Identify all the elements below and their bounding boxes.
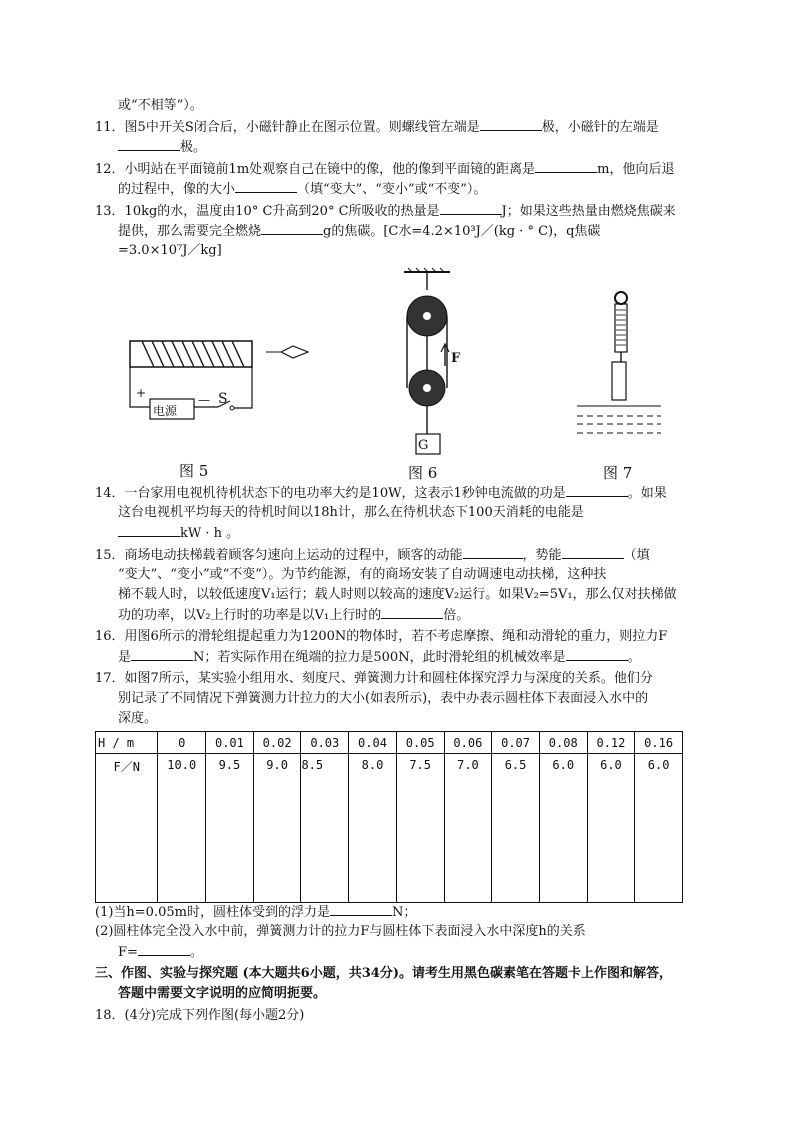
question-17-sub2: (2)圆柱体完全没入水中前，弹簧测力计的拉力F与圆柱体下表面浸入水中深度h的关系 bbox=[95, 924, 586, 939]
question-17: 17．如图7所示，某实验小组用水、刻度尺、弹簧测力计和圆柱体探究浮力与深度的关系。他们分 bbox=[95, 671, 653, 686]
question-14-cont2: kW · h 。 bbox=[118, 524, 239, 543]
question-11: 11．图5中开关S闭合后，小磁针静止在图示位置。则螺线管左端是 极，小磁针的左端是 bbox=[95, 120, 659, 135]
question-13: 13．10kg的水，温度由10° C升高到20° C所吸收的热量是 J；如果这些热量由燃烧焦碳来 bbox=[95, 204, 676, 219]
table-cell: 0.03 bbox=[301, 732, 349, 754]
question-12-cont: 的过程中，像的大小 （填“变大”、“变小”或“不变”）。 bbox=[118, 182, 487, 197]
figure-6-caption: 图 6 bbox=[408, 464, 438, 482]
question-17-cont2: 深度。 bbox=[118, 711, 158, 726]
figure-7-caption: 图 7 bbox=[603, 464, 633, 482]
answer-blank[interactable] bbox=[535, 160, 597, 173]
switch-label: S bbox=[218, 391, 228, 407]
data-table bbox=[95, 731, 683, 903]
table-cell: 0.05 bbox=[396, 732, 444, 754]
table-cell: 9.5 bbox=[206, 754, 254, 903]
table-cell: 8.0 bbox=[349, 754, 397, 903]
answer-blank[interactable] bbox=[381, 606, 443, 619]
table-cell: 9.0 bbox=[253, 754, 301, 903]
weight-label: G bbox=[418, 438, 429, 453]
table-cell: 0 bbox=[158, 732, 206, 754]
table-cell: 10.0 bbox=[158, 754, 206, 903]
table-row-h bbox=[96, 732, 683, 754]
answer-blank[interactable] bbox=[131, 648, 193, 661]
figure-5-caption: 图 5 bbox=[179, 462, 209, 480]
question-17-sub2-cont: F= 。 bbox=[118, 945, 203, 960]
question-13-cont2: =3.0×10⁷J／kg] bbox=[118, 243, 222, 258]
table-cell: 7.5 bbox=[396, 754, 444, 903]
table-cell: 0.04 bbox=[349, 732, 397, 754]
plus-sign: + bbox=[136, 386, 147, 400]
answer-blank[interactable] bbox=[480, 118, 542, 131]
table-cell: 6.0 bbox=[539, 754, 587, 903]
question-15-cont2: 梯不载人时，以较低速度V₁运行；载人时则以较高的速度V₂运行。如果V₂=5V₁，那么仅对扶梯做 bbox=[118, 587, 677, 602]
answer-blank[interactable] bbox=[235, 180, 297, 193]
table-cell: 6.5 bbox=[492, 754, 540, 903]
question-17-cont: 别记录了不同情况下弹簧测力计拉力的大小(如表所示)，表中办表示圆柱体下表面浸入水中的 bbox=[118, 691, 649, 706]
section-3-heading-cont: 答题中需要文字说明的应简明扼要。 bbox=[118, 986, 327, 1001]
table-cell: 0.02 bbox=[253, 732, 301, 754]
question-15-cont3: 功的功率，以V₂上行时的功率是以V₁上行时的 倍。 bbox=[118, 608, 470, 623]
answer-blank[interactable] bbox=[566, 648, 628, 661]
power-supply-label: 电源 bbox=[153, 404, 178, 418]
compass-needle bbox=[281, 346, 308, 358]
line-q10-end: 或“不相等”）。 bbox=[118, 98, 203, 113]
question-18: 18．(4分)完成下列作图(每小题2分) bbox=[95, 1008, 305, 1023]
table-cell: 0.07 bbox=[492, 732, 540, 754]
section-3-heading: 三、作图、实验与探究题 (本大题共6小题，共34分)。请考生用黑色碳素笔在答题卡上作图和解答， bbox=[95, 966, 672, 981]
minus-sign: — bbox=[198, 393, 210, 407]
question-15-cont: “变大”、“变小”或“不变”）。为节约能源，有的商场安装了自动调速电动扶梯，这种扶 bbox=[118, 567, 607, 582]
answer-blank[interactable] bbox=[138, 943, 190, 956]
question-13-cont: 提供，那么需要完全燃烧 g的焦碳。[C水=4.2×10³J／(kg · ° C)，q焦碳 bbox=[118, 224, 601, 239]
table-cell: 0.08 bbox=[539, 732, 587, 754]
force-label: F bbox=[451, 351, 461, 366]
answer-blank[interactable] bbox=[118, 138, 180, 151]
question-15: 15．商场电动扶梯载着顾客匀速向上运动的过程中，顾客的动能 ，势能 （填 bbox=[95, 548, 650, 563]
answer-blank[interactable] bbox=[118, 524, 180, 537]
table-cell: 0.06 bbox=[444, 732, 492, 754]
answer-blank[interactable] bbox=[463, 546, 523, 559]
answer-blank[interactable] bbox=[566, 484, 628, 497]
table-cell: 8.5 bbox=[301, 754, 349, 903]
table-cell: 6.0 bbox=[587, 754, 635, 903]
table-cell: 6.0 bbox=[635, 754, 683, 903]
answer-blank[interactable] bbox=[330, 903, 392, 916]
answer-blank[interactable] bbox=[562, 546, 624, 559]
table-header-f: F／N bbox=[96, 754, 158, 903]
answer-blank[interactable] bbox=[440, 202, 502, 215]
table-cell: 7.0 bbox=[444, 754, 492, 903]
table-cell: 0.16 bbox=[635, 732, 683, 754]
question-11-cont: 极。 bbox=[118, 138, 206, 157]
answer-blank[interactable] bbox=[261, 222, 323, 235]
table-header-h: H / m bbox=[96, 732, 158, 754]
question-14-cont: 这台电视机平均每天的待机时间以18h计，那么在待机状态下100天消耗的电能是 bbox=[118, 505, 584, 520]
question-16-cont: 是 N；若实际作用在绳端的拉力是500N，此时滑轮组的机械效率是 。 bbox=[118, 650, 641, 665]
table-cell: 0.01 bbox=[206, 732, 254, 754]
table-cell: 0.12 bbox=[587, 732, 635, 754]
table-row-f bbox=[96, 754, 683, 903]
question-16: 16．用图6所示的滑轮组提起重力为1200N的物体时，若不考虑摩擦、绳和动滑轮的重力，则拉力F bbox=[95, 629, 668, 644]
question-17-sub1: (1)当h=0.05m时，圆柱体受到的浮力是 N； bbox=[95, 905, 417, 920]
question-12: 12．小明站在平面镜前1m处观察自己在镜中的像，他的像到平面镜的距离是 m，他向后退 bbox=[95, 162, 675, 177]
question-14: 14．一台家用电视机待机状态下的电功率大约是10W，这表示1秒钟电流做的功是 。如果 bbox=[95, 486, 667, 501]
figure-7 bbox=[575, 290, 665, 450]
